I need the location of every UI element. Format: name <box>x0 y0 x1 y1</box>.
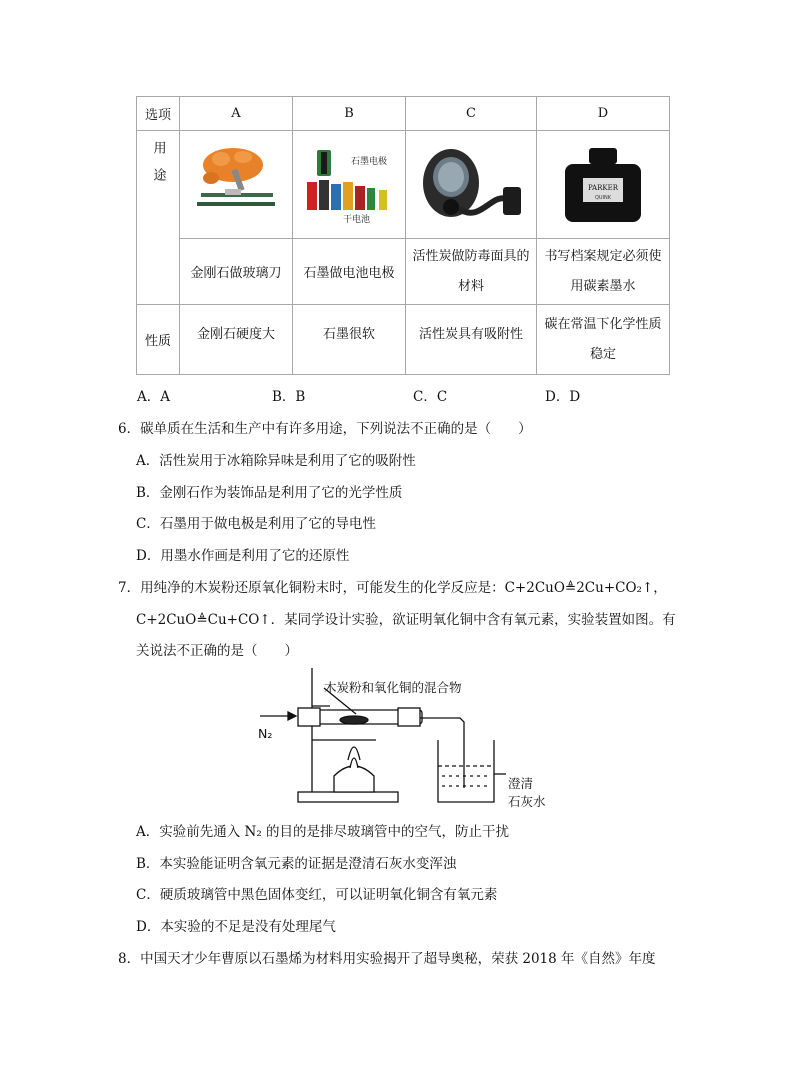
use-label-cell <box>137 131 180 305</box>
property-a: 金刚石硬度大 <box>180 305 293 375</box>
use-c <box>406 239 537 305</box>
beaker <box>438 740 494 802</box>
use-d <box>537 239 670 305</box>
q7-stem-line1: 7．用纯净的木炭粉还原氧化铜粉末时，可能发生的化学反应是：C+2CuO≜2Cu+CO₂↑， <box>118 580 667 596</box>
battery-label-2: 干电池 <box>343 214 371 225</box>
property-b: 石墨很软 <box>293 305 406 375</box>
ink-bottle-image <box>553 144 653 226</box>
use-d-line1: 书写档案规定必须使 <box>544 248 662 264</box>
battery-image <box>299 144 399 226</box>
q6-option-b[interactable]: B．金刚石作为装饰品是利用了它的光学性质 <box>136 485 403 501</box>
use-b: 石墨做电池电极 <box>293 239 406 305</box>
use-c-line1: 活性炭做防毒面具的 <box>412 248 530 264</box>
q5-choice-b[interactable]: B．B <box>272 389 306 405</box>
q7-option-a[interactable]: A．实验前先通入 N₂ 的目的是排尽玻璃管中的空气，防止干扰 <box>136 824 510 840</box>
apparatus-diagram <box>250 664 560 812</box>
use-label: 用途 <box>150 141 166 195</box>
q7-option-d[interactable]: D．本实验的不足是没有处理尾气 <box>136 919 336 935</box>
flame <box>350 758 358 768</box>
q6-option-c[interactable]: C．石墨用于做电极是利用了它的导电性 <box>136 516 376 532</box>
q8-stem-line1: 8．中国天才少年曹原以石墨烯为材料用实验揭开了超导奥秘，荣获 2018 年《自然》年度 <box>118 951 656 967</box>
mixture-label: 木炭粉和氧化铜的混合物 <box>324 680 462 695</box>
q5-choice-c[interactable]: C．C <box>413 389 448 405</box>
q7-stem-line3: 关说法不正确的是（ ） <box>136 643 298 659</box>
q7-stem-line2: C+2CuO≜Cu+CO↑．某同学设计实验，欲证明氧化铜中含有氧元素，实验装置如图。有 <box>136 612 676 628</box>
water-label-2: 石灰水 <box>508 794 546 809</box>
stopper-right <box>398 708 420 726</box>
use-c-line2: 材料 <box>457 278 484 294</box>
q7-option-c[interactable]: C．硬质玻璃管中黑色固体变红，可以证明氧化铜含有氧元素 <box>136 887 498 903</box>
property-label: 性质 <box>137 305 180 375</box>
glass-cutter-image <box>191 145 281 225</box>
q5-choice-d[interactable]: D．D <box>545 389 581 405</box>
q6-stem: 6．碳单质在生活和生产中有许多用途，下列说法不正确的是（ ） <box>118 421 532 437</box>
mixture-powder <box>340 716 368 724</box>
alcohol-lamp <box>334 766 374 792</box>
options-table <box>136 96 670 375</box>
header-c: C <box>406 97 537 131</box>
table-property-row <box>137 305 670 375</box>
water-label-1: 澄清 <box>508 776 534 791</box>
property-d-line2: 稳定 <box>589 346 616 362</box>
table-image-row <box>137 131 670 239</box>
q5-choice-a[interactable]: A．A <box>137 389 170 405</box>
stand-base <box>298 792 398 802</box>
property-c: 活性炭具有吸附性 <box>406 305 537 375</box>
image-b <box>293 131 406 239</box>
header-a: A <box>180 97 293 131</box>
inlet-arrowhead <box>288 712 296 720</box>
stopper-left <box>298 708 320 726</box>
ink-brand-text: PARKER <box>587 183 619 192</box>
q6-option-a[interactable]: A．活性炭用于冰箱除异味是利用了它的吸附性 <box>136 453 416 469</box>
image-d <box>537 131 670 239</box>
ink-sub-text: QUINK <box>594 194 612 201</box>
header-b: B <box>293 97 406 131</box>
image-a <box>180 131 293 239</box>
header-d: D <box>537 97 670 131</box>
table-header-row <box>137 97 670 131</box>
outlet-tube <box>420 718 464 788</box>
n2-label: N₂ <box>258 726 273 741</box>
battery-label-1: 石墨电极 <box>351 156 388 167</box>
q6-option-d[interactable]: D．用墨水作画是利用了它的还原性 <box>136 548 350 564</box>
use-d-line2: 用碳素墨水 <box>570 278 636 294</box>
header-option: 选项 <box>137 97 180 131</box>
image-c <box>406 131 537 239</box>
property-d <box>537 305 670 375</box>
use-a: 金刚石做玻璃刀 <box>180 239 293 305</box>
property-d-line1: 碳在常温下化学性质 <box>544 316 662 332</box>
gas-mask-image <box>411 143 531 227</box>
table-use-row <box>137 239 670 305</box>
q7-option-b[interactable]: B．本实验能证明含氧元素的证据是澄清石灰水变浑浊 <box>136 856 457 872</box>
